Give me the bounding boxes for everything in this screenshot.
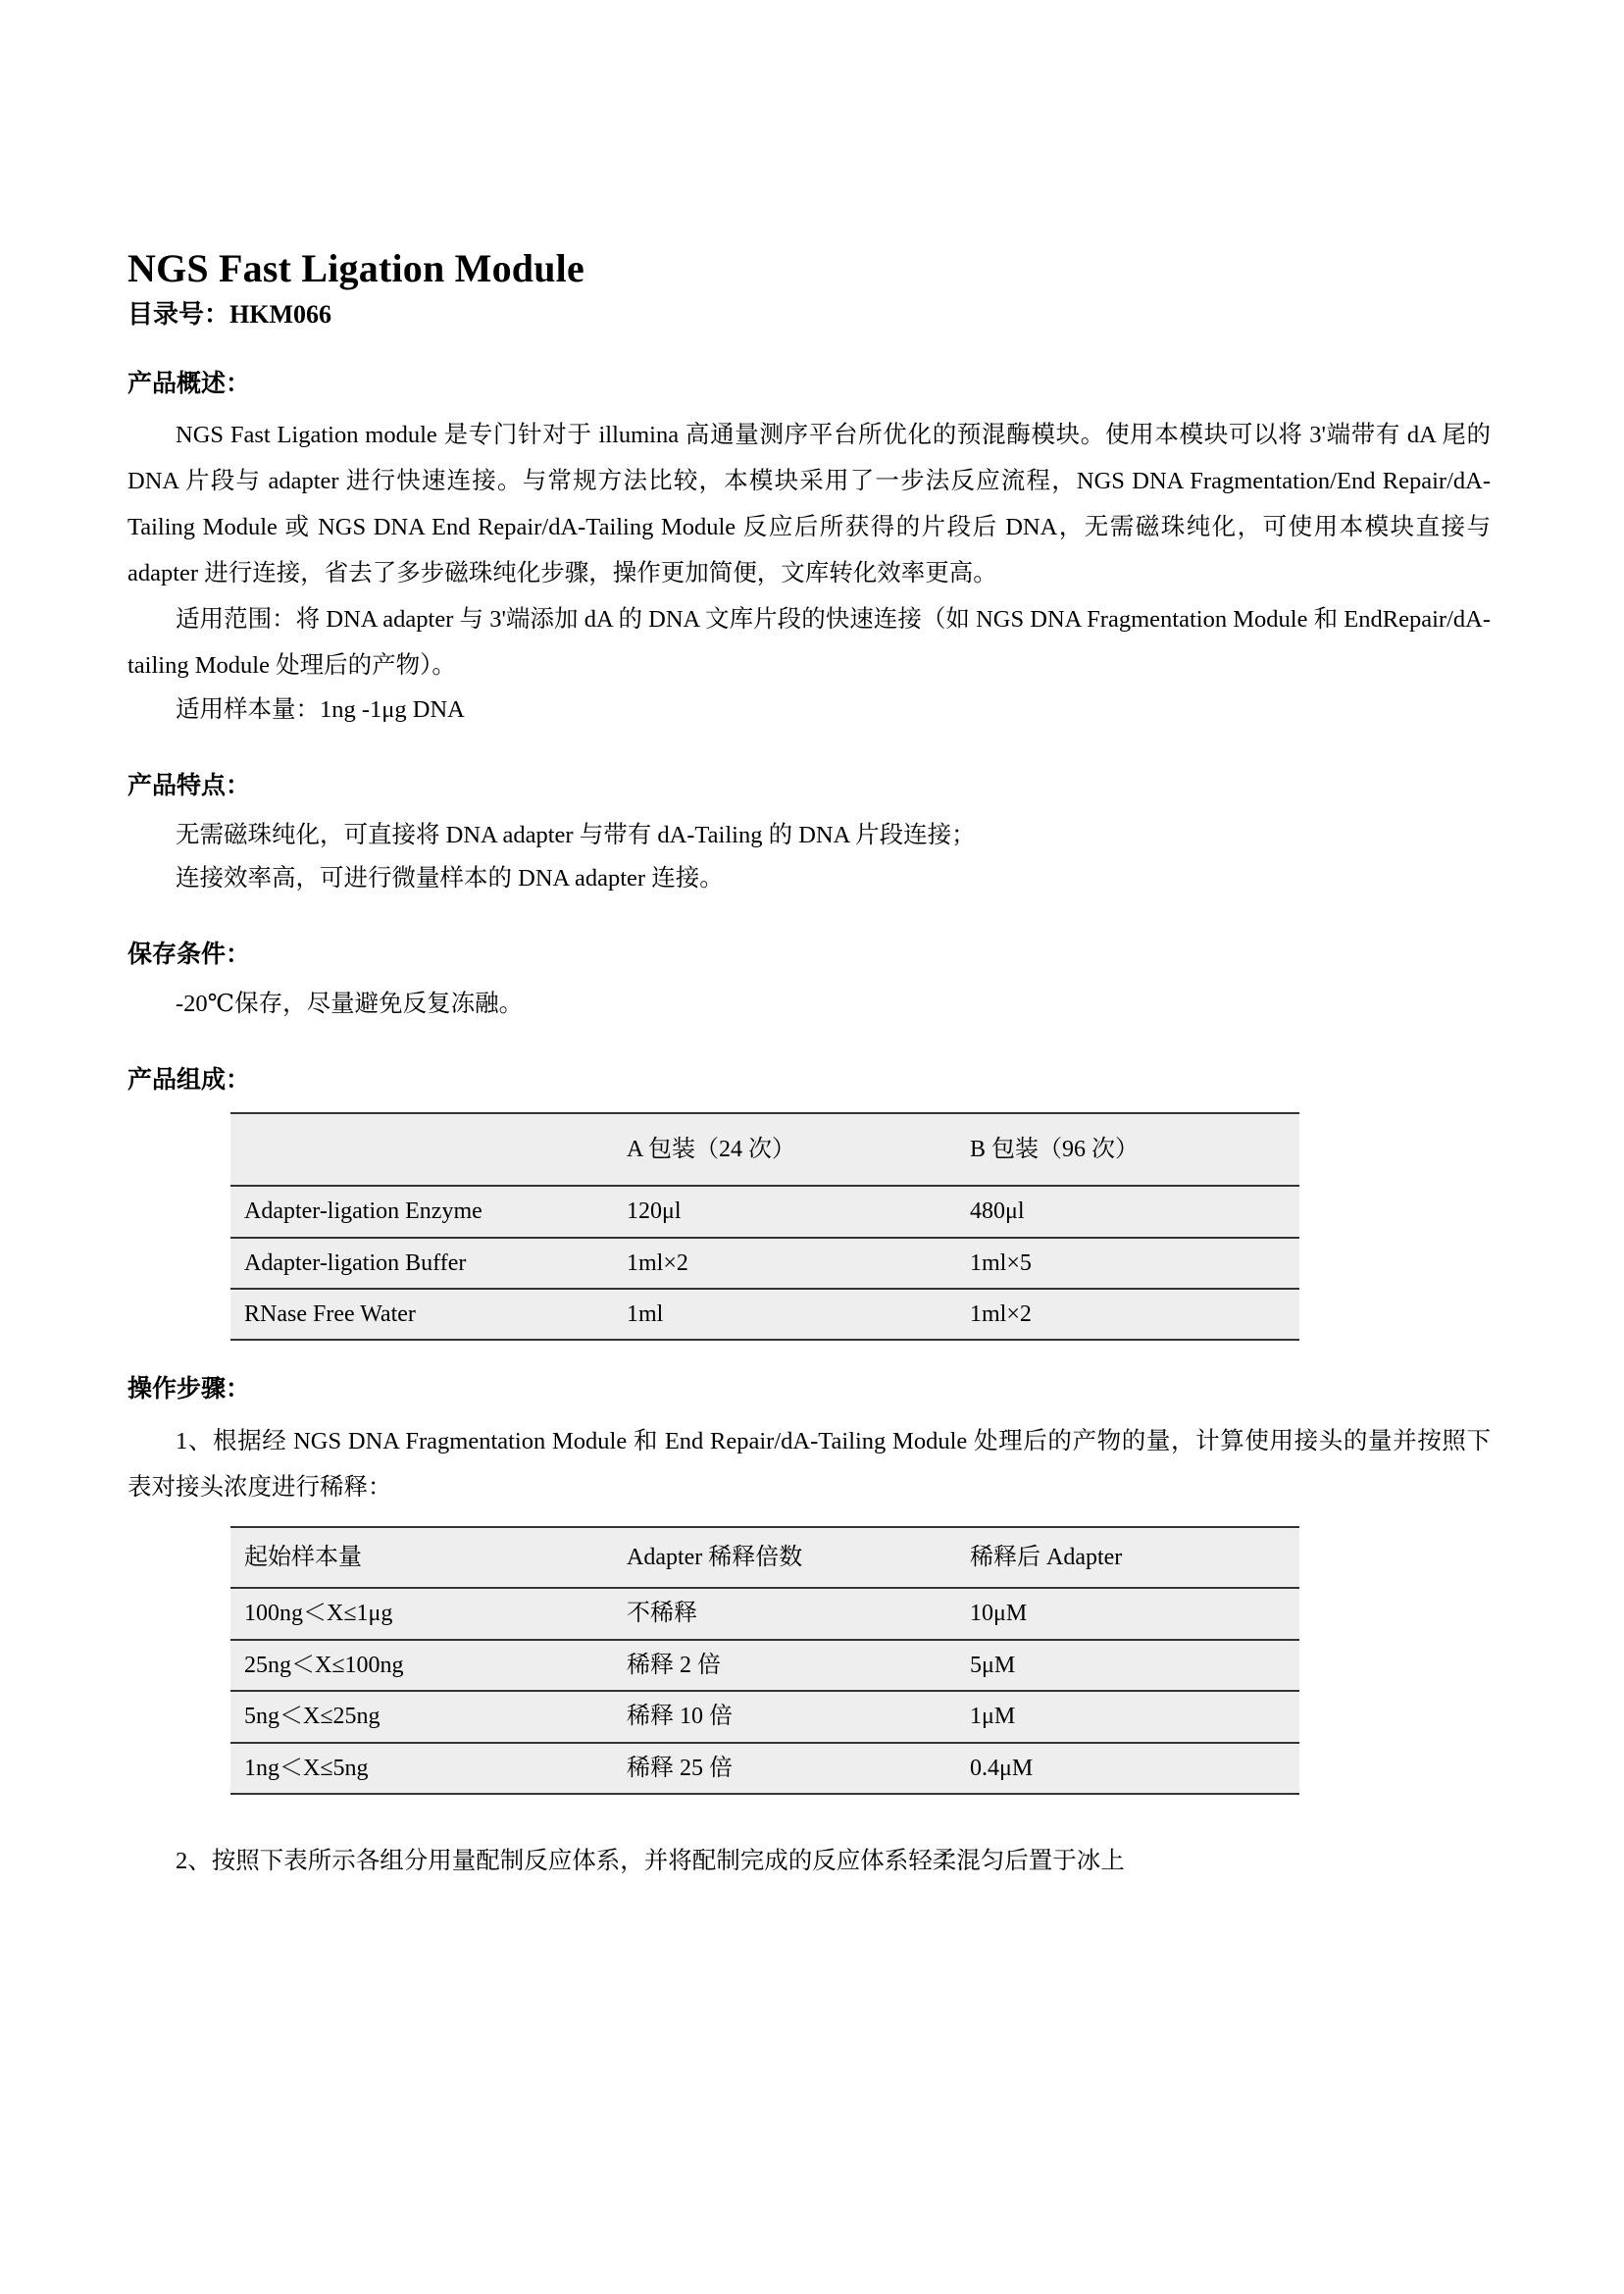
table-cell: 480μl xyxy=(956,1186,1299,1237)
section-composition xyxy=(127,1065,1491,1342)
section-heading-procedure: 操作步骤： xyxy=(127,1376,251,1403)
table-cell: 1μM xyxy=(956,1691,1299,1742)
table-cell: 1ml×2 xyxy=(613,1238,956,1289)
dilution-table-wrap xyxy=(127,1526,1491,1795)
table-row xyxy=(230,1238,1299,1289)
page-title: NGS Fast Ligation Module xyxy=(127,246,584,290)
section-procedure xyxy=(127,1374,1491,1884)
table-row xyxy=(230,1743,1299,1794)
column-header xyxy=(230,1113,613,1186)
table-row xyxy=(230,1186,1299,1237)
procedure-step-1: 1、根据经 NGS DNA Fragmentation Module 和 End Repair/dA-Tailing Module 处理后的产物的量，计算使用接头的量并按照下表对接头浓度进行稀释： xyxy=(127,1427,1491,1502)
table-row xyxy=(230,1289,1299,1340)
table-cell: 1ml×5 xyxy=(956,1238,1299,1289)
table-cell: 1ng＜X≤5ng xyxy=(230,1743,613,1794)
composition-table xyxy=(230,1112,1299,1341)
table-cell: Adapter-ligation Buffer xyxy=(230,1238,613,1289)
catalog-number-line xyxy=(127,299,1491,331)
section-heading-overview: 产品概述： xyxy=(127,370,251,397)
table-cell: 稀释 25 倍 xyxy=(613,1743,956,1794)
section-heading-features: 产品特点： xyxy=(127,772,251,799)
catalog-number-value: HKM066 xyxy=(229,300,332,330)
section-overview xyxy=(127,369,1491,732)
overview-scope-paragraph: 适用范围：将 DNA adapter 与 3'端添加 dA 的 DNA 文库片段的快速连接（如 NGS DNA Fragmentation Module 和 EndRepair/dA-tailing Module 处理后的产物）。 xyxy=(127,606,1491,680)
column-header: A 包装（24 次） xyxy=(613,1113,956,1186)
section-storage xyxy=(127,940,1491,1026)
column-header: B 包装（96 次） xyxy=(956,1113,1299,1186)
table-header-row xyxy=(230,1527,1299,1588)
table-cell: 5μM xyxy=(956,1640,1299,1691)
table-row xyxy=(230,1640,1299,1691)
table-cell: 10μM xyxy=(956,1588,1299,1639)
dilution-table xyxy=(230,1526,1299,1795)
storage-text: -20℃保存，尽量避免反复冻融。 xyxy=(176,991,524,1018)
table-cell: Adapter-ligation Enzyme xyxy=(230,1186,613,1237)
feature-item: 连接效率高，可进行微量样本的 DNA adapter 连接。 xyxy=(176,865,724,892)
column-header: Adapter 稀释倍数 xyxy=(613,1527,956,1588)
table-cell: 稀释 2 倍 xyxy=(613,1640,956,1691)
overview-sample-amount: 适用样本量：1ng -1μg DNA xyxy=(176,696,465,724)
table-cell: 1ml xyxy=(613,1289,956,1340)
table-cell: 稀释 10 倍 xyxy=(613,1691,956,1742)
table-cell: RNase Free Water xyxy=(230,1289,613,1340)
column-header: 稀释后 Adapter xyxy=(956,1527,1299,1588)
section-features xyxy=(127,771,1491,900)
section-heading-storage: 保存条件： xyxy=(127,941,251,968)
catalog-number-label: 目录号： xyxy=(127,300,230,330)
table-cell: 1ml×2 xyxy=(956,1289,1299,1340)
column-header: 起始样本量 xyxy=(230,1527,613,1588)
procedure-step-2: 2、按照下表所示各组分用量配制反应体系，并将配制完成的反应体系轻柔混匀后置于冰上 xyxy=(176,1848,1125,1874)
document-content xyxy=(127,245,1491,1884)
composition-table-wrap xyxy=(127,1112,1491,1341)
table-cell: 5ng＜X≤25ng xyxy=(230,1691,613,1742)
table-header-row xyxy=(230,1113,1299,1186)
overview-paragraph: NGS Fast Ligation module 是专门针对于 illumina 高通量测序平台所优化的预混酶模块。使用本模块可以将 3'端带有 dA 尾的 DNA 片段与 adapter 进行快速连接。与常规方法比较，本模块采用了一步法反应流程，NGS DNA Fragmentation/End Repair/dA-Tailing Module 或 NGS DNA End Repair/dA-Tailing Module 反应后所获得的片段后 DNA，无需磁珠纯化，可使用本模块直接与 adapter 进行连接，省去了多步磁珠纯化步骤，操作更加简便，文库转化效率更高。 xyxy=(127,422,1491,587)
table-cell: 25ng＜X≤100ng xyxy=(230,1640,613,1691)
table-cell: 120μl xyxy=(613,1186,956,1237)
feature-item: 无需磁珠纯化，可直接将 DNA adapter 与带有 dA-Tailing 的 DNA 片段连接； xyxy=(176,822,976,849)
table-cell: 不稀释 xyxy=(613,1588,956,1639)
table-cell: 100ng＜X≤1μg xyxy=(230,1588,613,1639)
table-row xyxy=(230,1691,1299,1742)
table-cell: 0.4μM xyxy=(956,1743,1299,1794)
section-heading-composition: 产品组成： xyxy=(127,1066,251,1094)
table-row xyxy=(230,1588,1299,1639)
